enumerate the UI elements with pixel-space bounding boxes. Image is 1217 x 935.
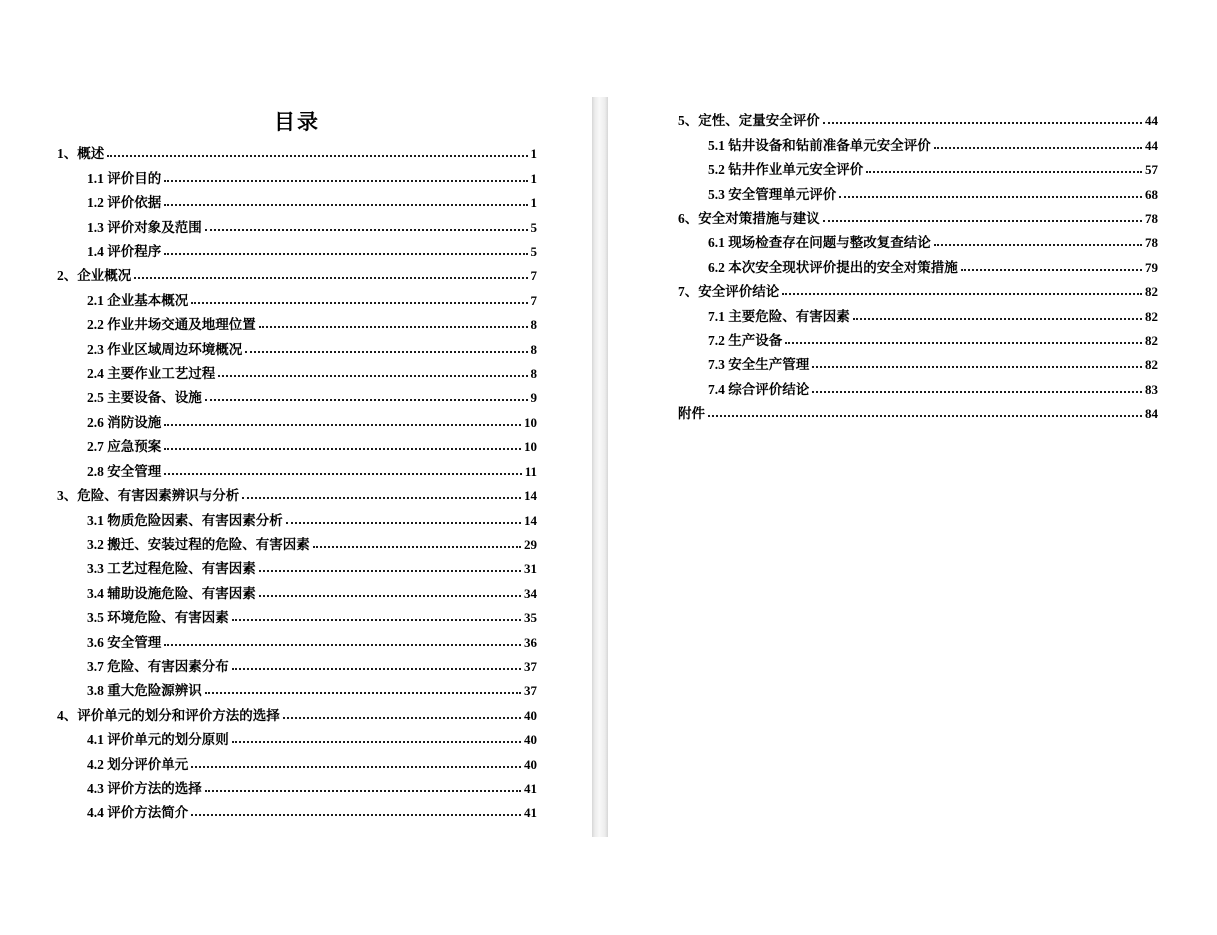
toc-entry[interactable]: [57, 454, 537, 478]
toc-entry[interactable]: [678, 153, 1158, 177]
dotted-leader: [961, 269, 1142, 271]
toc-entry-page-number: 31: [524, 561, 537, 577]
toc-entry-page-number: 68: [1145, 186, 1158, 202]
toc-entry[interactable]: [57, 161, 537, 185]
toc-entry[interactable]: [678, 324, 1158, 348]
toc-entry[interactable]: [57, 259, 537, 283]
dotted-leader: [232, 741, 521, 743]
toc-entry-label: 3.8 重大危险源辨识: [87, 683, 202, 699]
toc-entry-page-number: 82: [1145, 357, 1158, 373]
dotted-leader: [934, 147, 1142, 149]
toc-title: 目录: [274, 110, 320, 134]
toc-entry-label: 2、企业概况: [57, 268, 132, 284]
toc-entry-page-number: 37: [524, 683, 537, 699]
toc-entry-label: 附件: [678, 406, 705, 422]
dotted-leader: [164, 204, 527, 206]
dotted-leader: [205, 692, 521, 694]
toc-entry-page-number: 44: [1145, 137, 1158, 153]
toc-entry[interactable]: [57, 503, 537, 527]
toc-entry-page-number: 84: [1145, 406, 1158, 422]
toc-entry[interactable]: [57, 357, 537, 381]
toc-entry-page-number: 8: [530, 366, 537, 382]
toc-entry-page-number: 79: [1145, 259, 1158, 275]
toc-entry[interactable]: [57, 772, 537, 796]
toc-entry-page-number: 35: [524, 610, 537, 626]
toc-entry[interactable]: [57, 210, 537, 234]
toc-entry-label: 7.3 安全生产管理: [708, 357, 810, 373]
toc-entry-label: 4.3 评价方法的选择: [87, 780, 202, 796]
dotted-leader: [259, 570, 521, 572]
dotted-leader: [259, 595, 521, 597]
dotted-leader: [164, 448, 521, 450]
toc-entry[interactable]: [57, 528, 537, 552]
toc-entry-label: 3.6 安全管理: [87, 634, 162, 650]
toc-entry-label: 7.1 主要危险、有害因素: [708, 308, 850, 324]
toc-entry-label: 6.2 本次安全现状评价提出的安全对策措施: [708, 259, 958, 275]
dotted-leader: [785, 342, 1142, 344]
toc-list-right: [678, 104, 1158, 421]
toc-entry-page-number: 8: [530, 317, 537, 333]
toc-entry-page-number: 34: [524, 585, 537, 601]
dotted-leader: [205, 399, 528, 401]
toc-entry-label: 1.1 评价目的: [87, 170, 162, 186]
toc-entry-page-number: 82: [1145, 308, 1158, 324]
toc-entry-page-number: 40: [524, 707, 537, 723]
toc-entry-page-number: 8: [530, 341, 537, 357]
dotted-leader: [708, 415, 1142, 417]
toc-entry[interactable]: [57, 723, 537, 747]
toc-entry[interactable]: [57, 796, 537, 820]
dotted-leader: [853, 318, 1142, 320]
dotted-leader: [823, 220, 1142, 222]
toc-entry-label: 2.2 作业井场交通及地理位置: [87, 317, 256, 333]
toc-entry-page-number: 7: [530, 292, 537, 308]
toc-entry-label: 5.1 钻井设备和钻前准备单元安全评价: [708, 137, 931, 153]
toc-entry-page-number: 29: [524, 536, 537, 552]
dotted-leader: [232, 619, 521, 621]
toc-entry[interactable]: [678, 348, 1158, 372]
dotted-leader: [191, 302, 527, 304]
toc-entry[interactable]: [678, 275, 1158, 299]
toc-entry[interactable]: [57, 332, 537, 356]
toc-entry[interactable]: [57, 283, 537, 307]
dotted-leader: [164, 644, 521, 646]
dotted-leader: [934, 244, 1142, 246]
toc-entry-label: 5.3 安全管理单元评价: [708, 186, 837, 202]
toc-list-left: [57, 137, 537, 820]
toc-entry-label: 1.2 评价依据: [87, 195, 162, 211]
toc-entry-page-number: 14: [524, 512, 537, 528]
toc-entry[interactable]: [678, 250, 1158, 274]
dotted-leader: [242, 497, 521, 499]
toc-entry[interactable]: [57, 601, 537, 625]
page-left: [57, 111, 537, 820]
toc-entry[interactable]: [57, 381, 537, 405]
page-right: [678, 104, 1158, 421]
toc-entry-page-number: 14: [524, 488, 537, 504]
dotted-leader: [205, 790, 521, 792]
toc-entry-page-number: 1: [530, 146, 537, 162]
toc-entry-label: 2.7 应急预案: [87, 439, 162, 455]
toc-entry-page-number: 10: [524, 414, 537, 430]
toc-entry[interactable]: [57, 747, 537, 771]
toc-entry-page-number: 11: [524, 463, 537, 479]
dotted-leader: [164, 473, 521, 475]
toc-entry-page-number: 1: [530, 170, 537, 186]
toc-entry-label: 4.2 划分评价单元: [87, 756, 189, 772]
toc-entry-label: 6.1 现场检查存在问题与整改复查结论: [708, 235, 931, 251]
toc-entry[interactable]: [678, 177, 1158, 201]
toc-entry-page-number: 37: [524, 658, 537, 674]
toc-entry-page-number: 40: [524, 756, 537, 772]
toc-entry[interactable]: [57, 698, 537, 722]
toc-entry[interactable]: [57, 137, 537, 161]
toc-entry[interactable]: [57, 674, 537, 698]
dotted-leader: [259, 326, 528, 328]
toc-entry-page-number: 5: [530, 244, 537, 260]
toc-entry[interactable]: [57, 576, 537, 600]
toc-entry-label: 7.4 综合评价结论: [708, 381, 810, 397]
toc-entry[interactable]: [678, 128, 1158, 152]
dotted-leader: [823, 122, 1142, 124]
toc-entry-page-number: 36: [524, 634, 537, 650]
toc-entry-label: 5.2 钻井作业单元安全评价: [708, 162, 864, 178]
dotted-leader: [205, 229, 528, 231]
toc-entry-page-number: 41: [524, 780, 537, 796]
toc-entry-page-number: 78: [1145, 235, 1158, 251]
toc-entry-page-number: 10: [524, 439, 537, 455]
toc-entry-label: 2.6 消防设施: [87, 414, 162, 430]
toc-entry-page-number: 9: [530, 390, 537, 406]
toc-entry-page-number: 44: [1145, 113, 1158, 129]
toc-entry[interactable]: [57, 235, 537, 259]
dotted-leader: [283, 717, 521, 719]
toc-entry[interactable]: [57, 430, 537, 454]
toc-entry[interactable]: [678, 202, 1158, 226]
toc-entry-label: 7.2 生产设备: [708, 333, 783, 349]
toc-entry-label: 3.4 辅助设施危险、有害因素: [87, 585, 256, 601]
dotted-leader: [313, 546, 521, 548]
toc-entry[interactable]: [57, 625, 537, 649]
toc-entry-page-number: 82: [1145, 333, 1158, 349]
toc-entry-page-number: 82: [1145, 284, 1158, 300]
dotted-leader: [812, 366, 1142, 368]
toc-entry-label: 4.4 评价方法简介: [87, 805, 189, 821]
toc-entry-label: 3、危险、有害因素辨识与分析: [57, 488, 240, 504]
toc-entry-label: 4.1 评价单元的划分原则: [87, 732, 229, 748]
dotted-leader: [232, 668, 521, 670]
toc-entry-label: 1.3 评价对象及范围: [87, 219, 202, 235]
toc-entry-label: 3.5 环境危险、有害因素: [87, 610, 229, 626]
dotted-leader: [164, 424, 521, 426]
toc-entry-label: 3.1 物质危险因素、有害因素分析: [87, 512, 283, 528]
toc-entry-label: 5、定性、定量安全评价: [678, 113, 820, 129]
toc-entry[interactable]: [57, 650, 537, 674]
toc-entry[interactable]: [57, 186, 537, 210]
dotted-leader: [164, 180, 527, 182]
page-gap-divider: [592, 97, 608, 837]
toc-entry-label: 2.3 作业区域周边环境概况: [87, 341, 243, 357]
toc-entry-label: 7、安全评价结论: [678, 284, 780, 300]
toc-entry-page-number: 78: [1145, 211, 1158, 227]
dotted-leader: [782, 293, 1142, 295]
toc-entry-page-number: 83: [1145, 381, 1158, 397]
toc-entry[interactable]: [678, 104, 1158, 128]
toc-entry[interactable]: [678, 226, 1158, 250]
toc-entry[interactable]: [57, 405, 537, 429]
toc-entry-page-number: 41: [524, 805, 537, 821]
dotted-leader: [164, 253, 527, 255]
dotted-leader: [286, 522, 521, 524]
toc-entry-label: 3.2 搬迁、安装过程的危险、有害因素: [87, 536, 310, 552]
dotted-leader: [191, 766, 521, 768]
toc-entry-page-number: 57: [1145, 162, 1158, 178]
toc-entry[interactable]: [57, 552, 537, 576]
dotted-leader: [191, 814, 521, 816]
toc-entry-label: 2.8 安全管理: [87, 463, 162, 479]
toc-entry-label: 2.5 主要设备、设施: [87, 390, 202, 406]
toc-entry[interactable]: [678, 299, 1158, 323]
toc-entry[interactable]: [678, 397, 1158, 421]
toc-entry-label: 3.3 工艺过程危险、有害因素: [87, 561, 256, 577]
dotted-leader: [107, 155, 527, 157]
toc-entry-page-number: 7: [530, 268, 537, 284]
dotted-leader: [839, 196, 1142, 198]
toc-entry-label: 2.1 企业基本概况: [87, 292, 189, 308]
dotted-leader: [812, 391, 1142, 393]
toc-entry-label: 1、概述: [57, 146, 105, 162]
toc-entry-label: 2.4 主要作业工艺过程: [87, 366, 216, 382]
dotted-leader: [218, 375, 527, 377]
dotted-leader: [134, 277, 527, 279]
toc-entry-label: 3.7 危险、有害因素分布: [87, 658, 229, 674]
toc-entry[interactable]: [57, 308, 537, 332]
toc-entry-page-number: 1: [530, 195, 537, 211]
toc-entry-page-number: 40: [524, 732, 537, 748]
toc-entry-label: 6、安全对策措施与建议: [678, 211, 820, 227]
toc-entry-page-number: 5: [530, 219, 537, 235]
dotted-leader: [866, 171, 1142, 173]
toc-entry[interactable]: [678, 372, 1158, 396]
dotted-leader: [245, 351, 527, 353]
toc-entry[interactable]: [57, 479, 537, 503]
toc-entry-label: 1.4 评价程序: [87, 244, 162, 260]
toc-entry-label: 4、评价单元的划分和评价方法的选择: [57, 707, 280, 723]
